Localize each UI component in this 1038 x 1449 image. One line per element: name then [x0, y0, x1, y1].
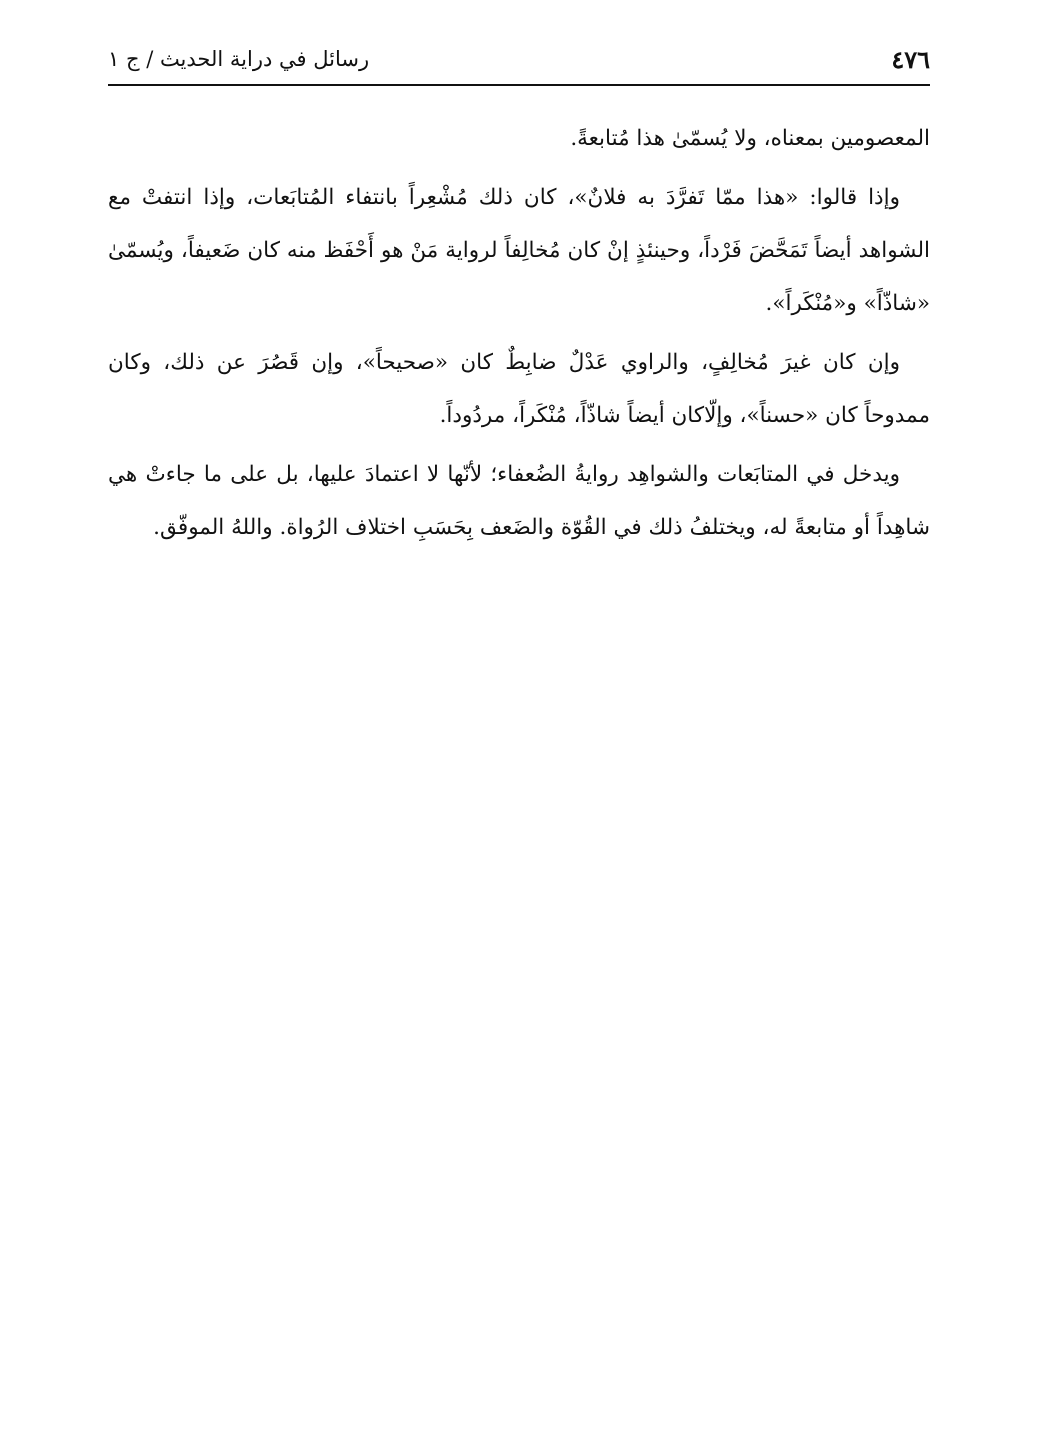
- paragraph-3: وإن كان غيرَ مُخالِفٍ، والراوي عَدْلٌ ضابِطٌ كان «صحيحاً»، وإن قَصُرَ عن ذلك، وكان ممدوحاً كان «حسناً»، وإلّاكان أيضاً شاذّاً، مُنْكَراً، مردُوداً.: [108, 350, 930, 428]
- book-title: رسائل في دراية الحديث / ج ١: [108, 47, 370, 71]
- paragraph-2: وإذا قالوا: «هذا ممّا تَفرَّدَ به فلانٌ»، كان ذلك مُشْعِراً بانتفاء المُتابَعات، وإذا انتفتْ مع الشواهد أيضاً تَمَحَّضَ فَرْداً، وحينئذٍ إنْ كان مُخالِفاً لرواية مَنْ هو أَحْفَظ منه كان ضَعيفاً، ويُسمّىٰ «شاذّاً» و«مُنْكَراً».: [108, 185, 930, 316]
- body-text: [108, 112, 930, 560]
- paragraph-1: المعصومين بمعناه، ولا يُسمّىٰ هذا مُتابعةً.: [570, 126, 930, 151]
- running-header: [108, 34, 930, 86]
- paragraph-4: ويدخل في المتابَعات والشواهِد روايةُ الضُعفاء؛ لأنّها لا اعتمادَ عليها، بل على ما جاءتْ هي شاهِداً أو متابعةً له، ويختلفُ ذلك في القُوّة والضَعف بِحَسَبِ اختلاف الرُواة. واللهُ الموفّق.: [108, 462, 930, 540]
- page-number: ٤٧٦: [891, 44, 930, 74]
